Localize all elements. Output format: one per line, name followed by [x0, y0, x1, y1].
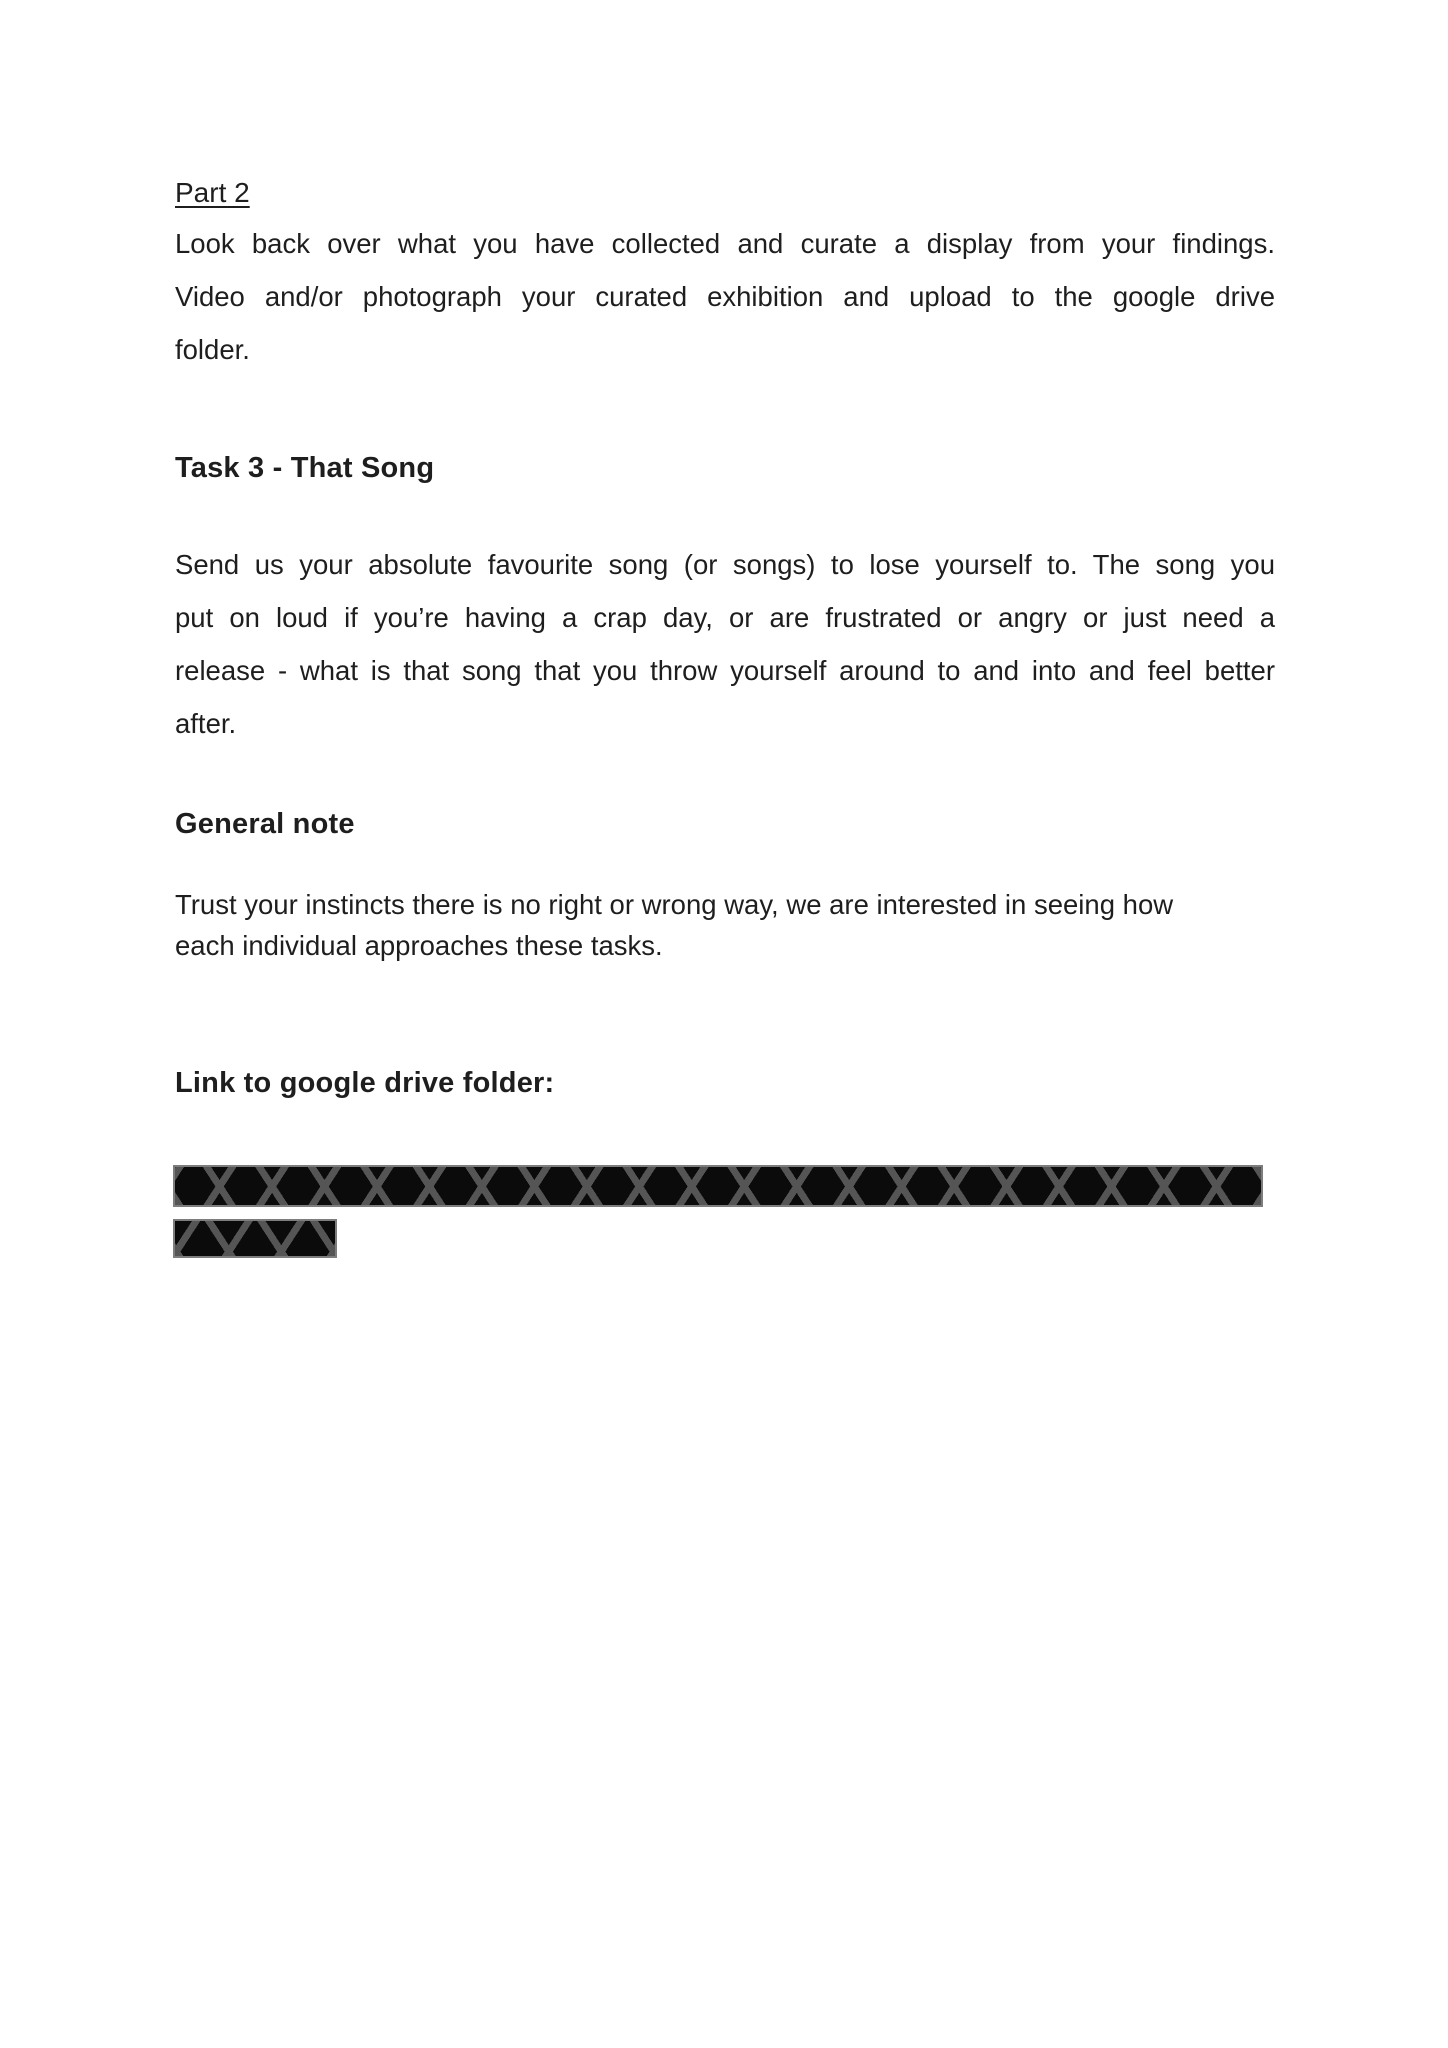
text-line: folder.: [175, 334, 250, 365]
text-line: each individual approaches these tasks.: [175, 930, 663, 961]
part-2-heading: Part 2: [175, 177, 250, 208]
task-3-heading: Task 3 - That Song: [175, 452, 435, 484]
text-line: put on loud if you’re having a crap day, or are frustrated or angry or just need a: [175, 602, 1275, 633]
part-2-paragraph: [175, 217, 1275, 376]
text-line: Trust your instincts there is no right or wrong way, we are interested in seeing how: [175, 889, 1174, 920]
text-line: Look back over what you have collected and curate a display from your findings.: [175, 228, 1275, 259]
task-3-paragraph: [175, 538, 1275, 750]
text-line: release - what is that song that you throw yourself around to and into and feel better: [175, 655, 1275, 686]
text-line: Send us your absolute favourite song (or songs) to lose yourself to. The song you: [175, 549, 1275, 580]
text-line: after.: [175, 708, 237, 739]
redacted-link-bar-1: [173, 1165, 1263, 1207]
general-note-paragraph: [175, 884, 1275, 966]
redacted-link-bar-2: [173, 1219, 337, 1258]
drive-link-heading: Link to google drive folder:: [175, 1067, 555, 1099]
text-line: Video and/or photograph your curated exhibition and upload to the google drive: [175, 281, 1275, 312]
general-note-heading: General note: [175, 808, 355, 840]
